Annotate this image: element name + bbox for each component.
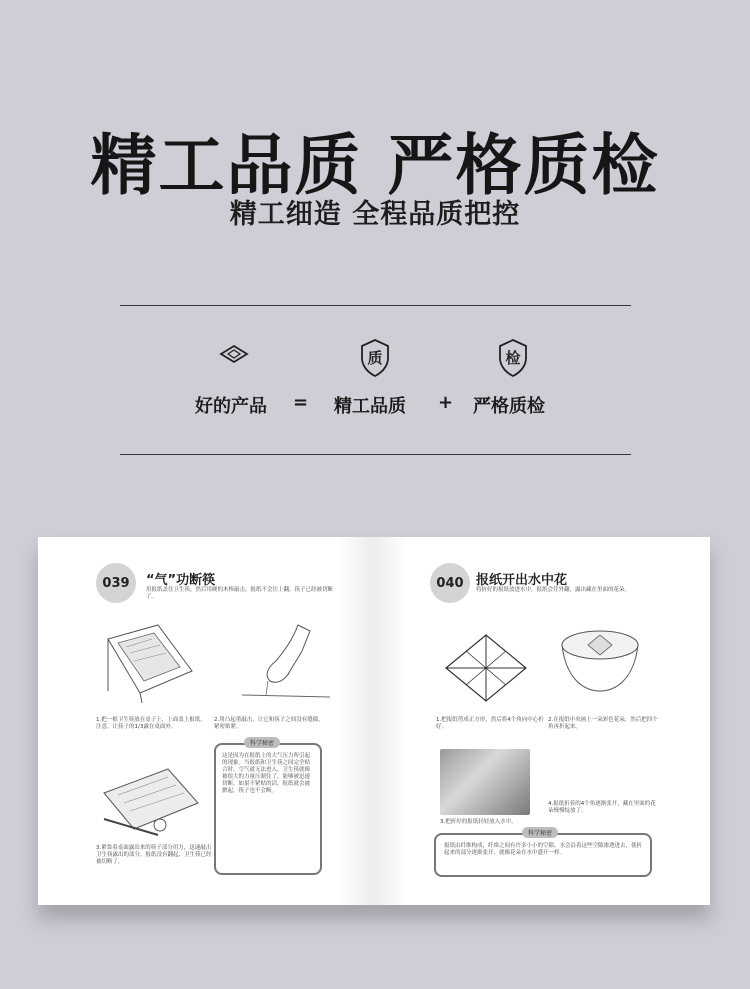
right-tip-label: 科学秘密 bbox=[522, 827, 558, 838]
left-step-1: 1.把一根卫生筷放在桌子上，上面盖上报纸，注意，让筷子的1/3露在桌面外。 bbox=[96, 717, 206, 730]
newspaper-on-table-illustration bbox=[100, 621, 200, 703]
right-step-4: 4.报纸折着的4个角逐渐张开，藏在里面的花朵慢慢绽放了。 bbox=[548, 801, 656, 814]
book-spread bbox=[38, 537, 710, 905]
formula-inspection: 严格质检 bbox=[473, 396, 545, 417]
inspect-shield-char: 检 bbox=[505, 349, 521, 367]
folded-paper-diagram bbox=[442, 631, 530, 705]
diamond-icon bbox=[219, 344, 249, 364]
hero-title: 精工品质 严格质检 bbox=[90, 127, 660, 204]
hand-pressing-illustration bbox=[238, 621, 334, 703]
left-step-2: 2.用凸起重敲击，让它和筷子之间没有缝隙，紧密贴紧。 bbox=[214, 717, 324, 730]
quality-shield-icon bbox=[359, 338, 391, 378]
left-tip-text: 这是因为在报纸上的大气压力所引起的现象。当报纸和卫生筷之间完全贴合时，空气就无法进入，卫生筷就像被很大的力量压制住了，能够被迅速切断。如果不紧贴的话，报纸就会被掀起，筷子也不会断。 bbox=[222, 753, 311, 794]
right-step-2: 2.在报纸中央画上一朵彩色花朵，然后把四个角再折起来。 bbox=[548, 717, 658, 730]
right-page-number: 040 bbox=[430, 563, 470, 603]
left-tip-box bbox=[214, 740, 322, 875]
bottom-divider bbox=[120, 454, 631, 455]
hero-subtitle: 精工细造 全程品质把控 bbox=[229, 199, 521, 230]
right-step-3: 3.把折好的报纸轻轻放入水中。 bbox=[440, 819, 517, 825]
right-tip-box bbox=[434, 830, 652, 877]
right-step-1: 1.把报纸剪成正方形，然后将4个角向中心折好。 bbox=[436, 717, 544, 730]
formula-good-product: 好的产品 bbox=[195, 396, 267, 417]
right-page-intro: 将折好的报纸放进水中，报纸会往外翻，露出藏在里面的花朵。 bbox=[476, 587, 631, 593]
bowl-photo bbox=[440, 749, 530, 815]
right-page-title: 报纸开出水中花 bbox=[476, 573, 568, 588]
left-tip-label: 科学秘密 bbox=[244, 737, 280, 748]
right-tip-text: 报纸由纤维构成，纤维之间有许多小小的空隙，水会沿着这些空隙渗透进去，使折起来的部分逐渐张开，就像花朵在水中盛开一样。 bbox=[444, 843, 643, 856]
formula-equals: = bbox=[293, 392, 309, 413]
left-step-3: 3.紧靠着桌面露出来的筷子部分用力，迅速敲击卫生筷露出的部分，报纸没有翻起，卫生筷已经被切断了。 bbox=[96, 845, 212, 865]
formula-plus: + bbox=[438, 392, 454, 413]
inspect-shield-icon bbox=[497, 338, 529, 378]
quality-shield-char: 质 bbox=[367, 349, 383, 367]
left-page-number: 039 bbox=[96, 563, 136, 603]
top-divider bbox=[120, 305, 631, 306]
chopstick-break-illustration bbox=[98, 763, 208, 841]
formula-craftsmanship: 精工品质 bbox=[334, 396, 406, 417]
left-page-intro: 用报纸盖住卫生筷，然后用硬的木棒敲击，报纸不会往上翻，筷子已经被切断了。 bbox=[146, 587, 334, 600]
water-bowl-illustration bbox=[558, 627, 642, 697]
left-page-title: “气”功断筷 bbox=[146, 573, 216, 588]
spread-gutter-shade bbox=[338, 537, 408, 905]
